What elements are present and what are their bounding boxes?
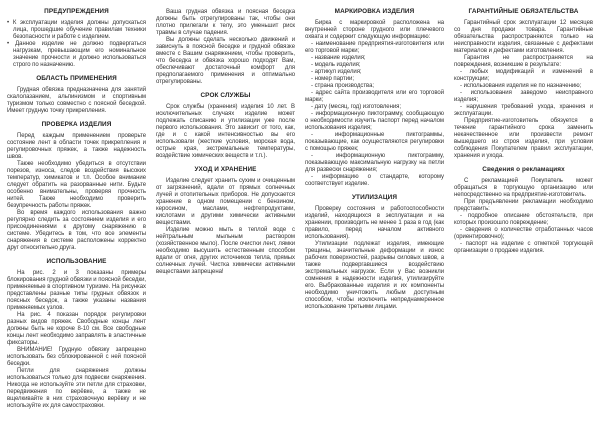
list-item: - нарушения требований ухода, хранения и эксплуатации. <box>454 104 593 117</box>
paragraph: ВНИМАНИЕ! Грудную обвязку запрещено использовать без сблокированной с ней поясной беседки. <box>7 347 146 367</box>
section-heading: МАРКИРОВКА ИЗДЕЛИЯ <box>334 8 415 15</box>
list-item: - любых модификаций и изменений в конструкции; <box>454 69 593 82</box>
section-heading: СРОК СЛУЖБЫ <box>200 92 251 99</box>
paragraph: На рис. 2 и 3 показаны примеры блокирования грудной обвязки и поясной беседки, применяемые в спортивном туризме. На рисунках представлены разные типы грудных обвязок и поясных беседок, а также указаны названия применяемых узлов. <box>7 270 146 311</box>
paragraph: Утилизации подлежат изделия, имеющие трещины, значительные деформации и износ рабочих поверхностей, разрывы силовых швов, а также подвергавшиеся воздействию экстремальных нагрузок. Если у Вас возникли сомнения в надежности изделия, утилизируйте его. Выбракованные изделия и их компоненты необходимо уничтожить любым доступным способом, чтобы исключить непреднамеренное использование третьими лицами. <box>305 241 444 310</box>
paragraph: Бирка с маркировкой расположена на внутренней стороне грудного или плечевого охвата и содержит следующую информацию: <box>305 20 444 40</box>
section-usage <box>7 258 146 410</box>
list-item: - информационную пиктограмму, сообщающую о необходимости изучить паспорт перед началом использования изделия; <box>305 111 444 131</box>
section-disposal <box>305 194 444 311</box>
paragraph: Ваша грудная обвязка и поясная беседка должны быть отрегулированы так, чтобы они плотно прилегали к телу, это уменьшит риск травмы в случае падения. <box>156 9 295 36</box>
list-item: - номер партии; <box>311 76 354 82</box>
column-2 <box>156 4 295 418</box>
list-item: - страна производства; <box>311 83 375 89</box>
paragraph: Предприятие-изготовитель обязуется в течение гарантийного срока заменить некачественное или произвести ремонт вышедшего из строя изделия, при условии соблюдения Покупателем правил эксплуатации, хранения и ухода. <box>454 118 593 159</box>
section-care-and-storage <box>156 166 295 276</box>
section-heading: УХОД И ХРАНЕНИЕ <box>194 166 257 173</box>
bullet-item: • Данное изделие не должно подвергаться нагрузкам, превышающим его номинальное значение прочности и должно использоваться строго по назначению. <box>7 41 146 69</box>
section-application-area <box>7 75 146 115</box>
paragraph: Также необходимо убедиться в отсутствии порезов, износа, следов воздействия высоких температур, химикатов и т.п. Особое внимание следует обратить на разорванные нити. Будьте особенно внимательны, проверяя прочность нитей. Также необходимо проверить безупречность работы пряжек. <box>7 161 146 209</box>
section-heading: ОБЛАСТЬ ПРИМЕНЕНИЯ <box>36 75 117 82</box>
section-heading: ПРЕДУПРЕЖДЕНИЯ <box>44 8 109 15</box>
list-item: - информацию о стандарте, которому соответствует изделие. <box>305 174 444 187</box>
bullet-item: • К эксплуатации изделия должны допускаться лица, прошедшие обучение правилам техники безопасности и работе с изделием. <box>7 20 146 41</box>
paragraph: Гарантия не распространяется на повреждения, возникшие в результате: <box>454 55 593 68</box>
column-3 <box>305 4 444 418</box>
section-heading: ПРОВЕРКА ИЗДЕЛИЯ <box>41 121 112 128</box>
list-item: - название изделия; <box>311 55 366 61</box>
column-1 <box>7 4 146 418</box>
section-warnings <box>7 8 146 69</box>
list-item: - адрес сайта производителя или его торговой марки; <box>305 90 444 103</box>
list-item: - использования заведомо неисправного изделия; <box>454 90 593 103</box>
list-item: - информационные пиктограммы, показывающие, как осуществляются регулировки с помощью пряжек; <box>305 132 444 152</box>
paragraph: Грудная обвязка предназначена для занятий скалолазанием, альпинизмом и спортивным туризмом только совместно с поясной беседкой. Имеет грудную точку прикрепления. <box>7 87 146 114</box>
paragraph: Гарантийный срок эксплуатации 12 месяцев со дня продажи товара. Гарантийные обязательства распространяются только на неисправности изделия, связанные с дефектами материалов и дефектами изготовления. <box>454 20 593 54</box>
list-item: - информационную пиктограмму, показывающую максимальную нагрузку на петли для развески снаряжения; <box>305 153 444 173</box>
paragraph: Проверку состояния и работоспособности изделий, находящихся в эксплуатации и на хранении, производить не менее 1 раза в год (как правило, перед началом активного использования). <box>305 206 444 240</box>
section-claims-info <box>454 166 593 255</box>
paragraph: Срок службы (хранения) изделия 10 лет. В исключительных случаях изделие может подлежать списанию и утилизации уже после первого использования. Это зависит от того, как, где и с какой интенсивностью вы его использовали (жесткие условия, морская вода, острые края, экстремальные температуры, воздействие химических веществ и т.п.). <box>156 104 295 159</box>
section-usage-continued <box>156 4 295 86</box>
list-item: - паспорт на изделие с отметкой торгующей организации о продаже изделия. <box>454 241 593 254</box>
list-item: - наименование предприятия-изготовителя или его торговой марки; <box>305 41 444 54</box>
section-heading: ГАРАНТИЙНЫЕ ОБЯЗАТЕЛЬСТВА <box>468 8 579 15</box>
section-heading: Сведения о рекламациях <box>482 166 565 173</box>
column-4 <box>454 4 593 418</box>
paragraph: С рекламацией Покупатель может обращаться в торгующую организацию или непосредственно на предприятие-изготовитель. <box>454 178 593 198</box>
paragraph: Изделие следует хранить сухим и очищенным от загрязнений, вдали от прямых солнечных лучей и отопительных приборов. Не допускается хранение в одном помещении с бензином, керосином, маслами, нефтепродуктами, кислотами и другими химически активными веществами. <box>156 178 295 226</box>
paragraph: На рис. 4 показан порядок регулировки разных видов пряжек. Свободные концы лент должны быть не короче 8-10 см. Все свободные концы лент необходимо заправлять в эластичные фиксаторы. <box>7 312 146 346</box>
paragraph: При предъявлении рекламации необходимо представить: <box>454 199 593 212</box>
section-service-life <box>156 92 295 160</box>
section-warranty <box>454 8 593 160</box>
paragraph: Петли для снаряжения должны использоваться только для подвески снаряжения. Никогда не используйте эти петли для страховки, передвижения по верёвке, а также не вщелкивайте в них страховочную верёвку и не используйте их для самостраховки. <box>7 368 146 409</box>
section-product-marking <box>305 8 444 188</box>
list-item: - подробное описание обстоятельств, при которых произошло повреждение; <box>454 213 593 226</box>
list-item: - использования изделия не по назначению; <box>460 83 582 89</box>
list-item: - сведения о количестве отработанных часов (ориентировочно); <box>454 227 593 240</box>
list-item: - артикул изделия; <box>311 69 362 75</box>
paragraph: Перед каждым применением проверьте состояние лент в области точек прикрепления и регулировочных пряжек, а также надежность швов. <box>7 133 146 160</box>
list-item: - модель изделия; <box>311 62 361 68</box>
paragraph: Изделие можно мыть в теплой воде с нейтральным мыльным раствором (хозяйственное мыло). После очистки лент, лямки необходимо высушить естественным способом вдали от огня, других источников тепла, прямых солнечных лучей. Чистка химически активными веществами запрещена! <box>156 227 295 275</box>
list-item: - дату (месяц, год) изготовления; <box>311 104 401 110</box>
section-product-inspection <box>7 121 146 252</box>
paragraph: Во время каждого использования важно регулярно следить за состоянием изделия и его присоединениями к другому снаряжению в системе. Убедитесь в том, что все элементы снаряжения в системе расположены корректно друг относительно друга. <box>7 210 146 251</box>
section-heading: ИСПОЛЬЗОВАНИЕ <box>46 258 107 265</box>
section-heading: УТИЛИЗАЦИЯ <box>351 194 398 201</box>
paragraph: Вы должны сделать несколько движений и зависнуть в поясной беседке и грудной обвязке вместе с Вашим снаряжением, чтобы проверить, что беседка и обвязка хорошо подходят Вам, обеспечивают достаточный комфорт для предполагаемого применения и оптимально отрегулированы. <box>156 37 295 85</box>
